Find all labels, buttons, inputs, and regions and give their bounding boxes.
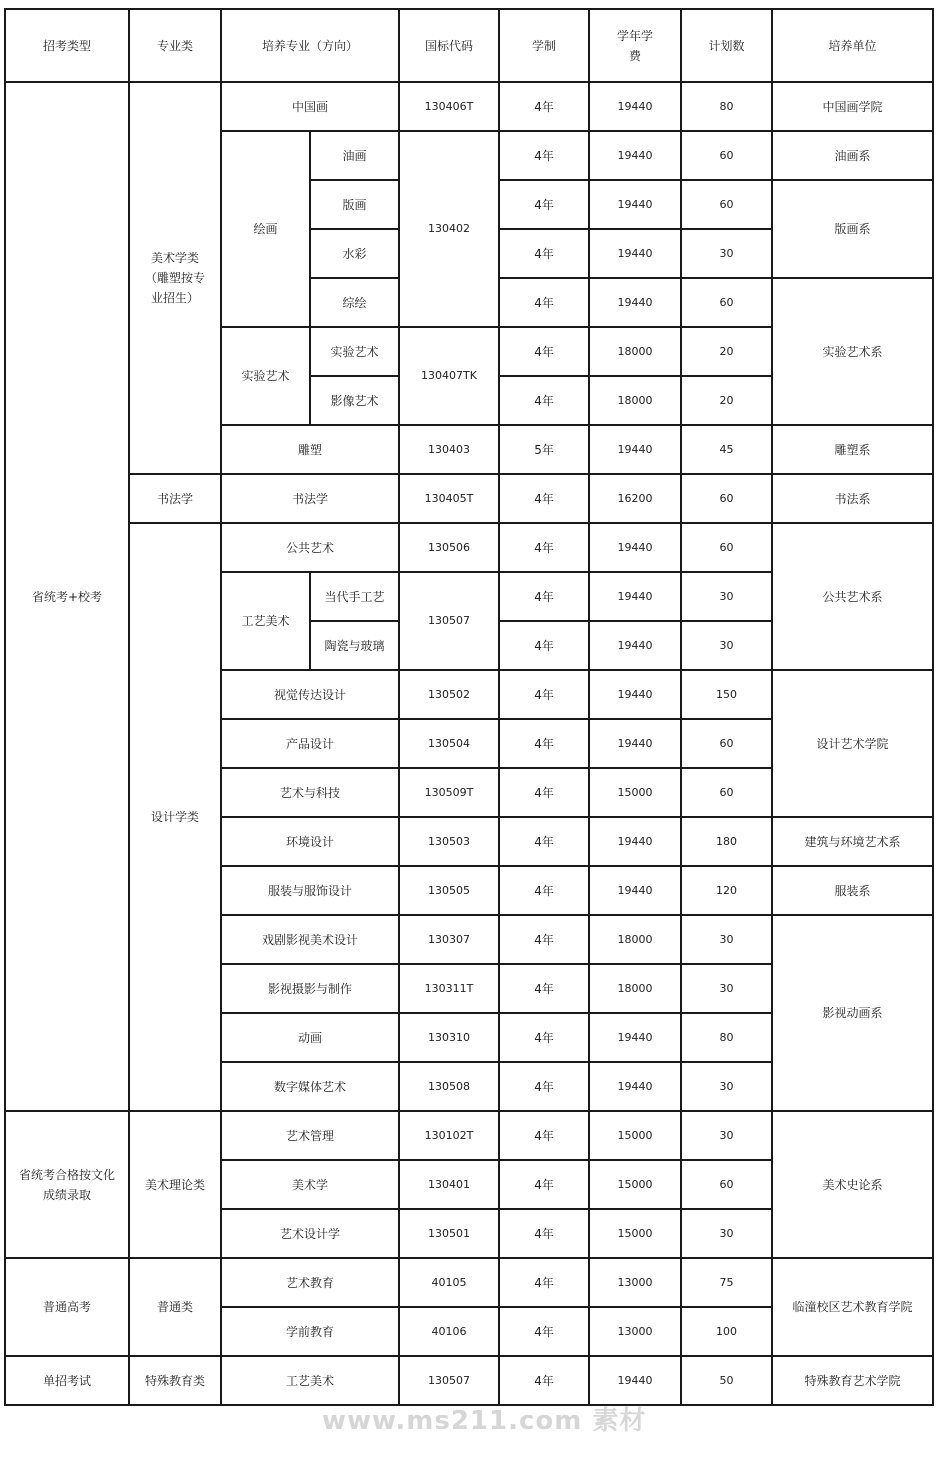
duration-cell: 4年	[499, 1062, 589, 1111]
code-cell: 130402	[399, 131, 499, 327]
code-cell: 130507	[399, 1356, 499, 1405]
duration-cell: 5年	[499, 425, 589, 474]
duration-cell: 4年	[499, 1013, 589, 1062]
header-major: 培养专业（方向）	[221, 9, 399, 82]
header-unit: 培养单位	[772, 9, 933, 82]
category-cell: 美术理论类	[129, 1111, 221, 1258]
code-cell: 130311T	[399, 964, 499, 1013]
table-row	[5, 1356, 933, 1405]
code-cell: 130407TK	[399, 327, 499, 425]
major-cell: 实验艺术	[310, 327, 399, 376]
plan-cell: 60	[681, 278, 772, 327]
duration-cell: 4年	[499, 180, 589, 229]
duration-cell: 4年	[499, 719, 589, 768]
major-cell: 艺术管理	[221, 1111, 399, 1160]
unit-cell: 临潼校区艺术教育学院	[772, 1258, 933, 1356]
table-row	[5, 474, 933, 523]
fee-cell: 19440	[589, 82, 681, 131]
fee-cell: 18000	[589, 915, 681, 964]
duration-cell: 4年	[499, 229, 589, 278]
unit-cell: 书法系	[772, 474, 933, 523]
duration-cell: 4年	[499, 866, 589, 915]
plan-cell: 30	[681, 1062, 772, 1111]
fee-cell: 18000	[589, 964, 681, 1013]
fee-cell: 19440	[589, 1062, 681, 1111]
plan-cell: 60	[681, 719, 772, 768]
code-cell: 40105	[399, 1258, 499, 1307]
plan-cell: 45	[681, 425, 772, 474]
duration-cell: 4年	[499, 1258, 589, 1307]
major-cell: 综绘	[310, 278, 399, 327]
major-cell: 美术学	[221, 1160, 399, 1209]
plan-cell: 60	[681, 768, 772, 817]
category-cell: 普通类	[129, 1258, 221, 1356]
duration-cell: 4年	[499, 964, 589, 1013]
fee-cell: 18000	[589, 327, 681, 376]
fee-cell: 15000	[589, 1160, 681, 1209]
major-cell: 陶瓷与玻璃	[310, 621, 399, 670]
unit-cell: 实验艺术系	[772, 278, 933, 425]
duration-cell: 4年	[499, 82, 589, 131]
code-cell: 130501	[399, 1209, 499, 1258]
plan-cell: 30	[681, 621, 772, 670]
admission-type-cell: 省统考合格按文化成绩录取	[5, 1111, 129, 1258]
unit-cell: 版画系	[772, 180, 933, 278]
header-row	[5, 9, 933, 82]
duration-cell: 4年	[499, 1356, 589, 1405]
fee-cell: 19440	[589, 1356, 681, 1405]
code-cell: 130307	[399, 915, 499, 964]
table-row	[5, 523, 933, 572]
duration-cell: 4年	[499, 523, 589, 572]
major-cell: 环境设计	[221, 817, 399, 866]
plan-cell: 20	[681, 327, 772, 376]
plan-cell: 30	[681, 1111, 772, 1160]
major-cell: 影视摄影与制作	[221, 964, 399, 1013]
duration-cell: 4年	[499, 1160, 589, 1209]
plan-cell: 180	[681, 817, 772, 866]
major-cell: 书法学	[221, 474, 399, 523]
header-type: 招考类型	[5, 9, 129, 82]
major-cell: 水彩	[310, 229, 399, 278]
major-cell: 视觉传达设计	[221, 670, 399, 719]
code-cell: 130509T	[399, 768, 499, 817]
major-cell: 戏剧影视美术设计	[221, 915, 399, 964]
parent-major-cell: 工艺美术	[221, 572, 310, 670]
code-cell: 130503	[399, 817, 499, 866]
major-cell: 学前教育	[221, 1307, 399, 1356]
unit-cell: 设计艺术学院	[772, 670, 933, 817]
code-cell: 130401	[399, 1160, 499, 1209]
fee-cell: 15000	[589, 768, 681, 817]
plan-cell: 30	[681, 572, 772, 621]
major-cell: 版画	[310, 180, 399, 229]
duration-cell: 4年	[499, 572, 589, 621]
plan-cell: 30	[681, 229, 772, 278]
fee-cell: 19440	[589, 572, 681, 621]
major-cell: 服装与服饰设计	[221, 866, 399, 915]
fee-cell: 19440	[589, 670, 681, 719]
major-cell: 艺术教育	[221, 1258, 399, 1307]
duration-cell: 4年	[499, 621, 589, 670]
table-row	[5, 82, 933, 131]
duration-cell: 4年	[499, 915, 589, 964]
plan-cell: 60	[681, 180, 772, 229]
fee-cell: 19440	[589, 131, 681, 180]
major-cell: 公共艺术	[221, 523, 399, 572]
fee-cell: 18000	[589, 376, 681, 425]
fee-cell: 19440	[589, 425, 681, 474]
duration-cell: 4年	[499, 278, 589, 327]
duration-cell: 4年	[499, 376, 589, 425]
plan-cell: 150	[681, 670, 772, 719]
code-cell: 130506	[399, 523, 499, 572]
major-cell: 动画	[221, 1013, 399, 1062]
plan-cell: 100	[681, 1307, 772, 1356]
category-cell: 美术学类（雕塑按专业招生）	[129, 82, 221, 474]
code-cell: 130508	[399, 1062, 499, 1111]
plan-cell: 60	[681, 523, 772, 572]
header-code: 国标代码	[399, 9, 499, 82]
major-cell: 当代手工艺	[310, 572, 399, 621]
table-row	[5, 1111, 933, 1160]
unit-cell: 服装系	[772, 866, 933, 915]
header-category: 专业类	[129, 9, 221, 82]
duration-cell: 4年	[499, 131, 589, 180]
major-cell: 影像艺术	[310, 376, 399, 425]
code-cell: 130310	[399, 1013, 499, 1062]
major-cell: 产品设计	[221, 719, 399, 768]
admission-type-cell: 省统考+校考	[5, 82, 129, 1111]
code-cell: 130405T	[399, 474, 499, 523]
code-cell: 130406T	[399, 82, 499, 131]
fee-cell: 19440	[589, 1013, 681, 1062]
code-cell: 130507	[399, 572, 499, 670]
category-cell: 书法学	[129, 474, 221, 523]
fee-cell: 19440	[589, 621, 681, 670]
fee-cell: 19440	[589, 278, 681, 327]
major-cell: 工艺美术	[221, 1356, 399, 1405]
major-cell: 数字媒体艺术	[221, 1062, 399, 1111]
category-cell: 设计学类	[129, 523, 221, 1111]
duration-cell: 4年	[499, 670, 589, 719]
duration-cell: 4年	[499, 1307, 589, 1356]
plan-cell: 80	[681, 82, 772, 131]
fee-cell: 19440	[589, 523, 681, 572]
fee-cell: 16200	[589, 474, 681, 523]
fee-cell: 15000	[589, 1209, 681, 1258]
fee-cell: 19440	[589, 817, 681, 866]
code-cell: 130504	[399, 719, 499, 768]
fee-cell: 15000	[589, 1111, 681, 1160]
major-cell: 雕塑	[221, 425, 399, 474]
fee-cell: 13000	[589, 1258, 681, 1307]
code-cell: 130502	[399, 670, 499, 719]
plan-cell: 60	[681, 1160, 772, 1209]
fee-cell: 13000	[589, 1307, 681, 1356]
code-cell: 130102T	[399, 1111, 499, 1160]
unit-cell: 油画系	[772, 131, 933, 180]
unit-cell: 美术史论系	[772, 1111, 933, 1258]
duration-cell: 4年	[499, 327, 589, 376]
plan-cell: 60	[681, 474, 772, 523]
unit-cell: 建筑与环境艺术系	[772, 817, 933, 866]
fee-cell: 19440	[589, 180, 681, 229]
unit-cell: 特殊教育艺术学院	[772, 1356, 933, 1405]
major-cell: 油画	[310, 131, 399, 180]
duration-cell: 4年	[499, 1209, 589, 1258]
duration-cell: 4年	[499, 768, 589, 817]
fee-cell: 19440	[589, 719, 681, 768]
fee-cell: 19440	[589, 866, 681, 915]
plan-cell: 120	[681, 866, 772, 915]
major-cell: 艺术与科技	[221, 768, 399, 817]
duration-cell: 4年	[499, 1111, 589, 1160]
enrollment-table	[4, 8, 934, 1406]
header-duration: 学制	[499, 9, 589, 82]
header-fee: 学年学费	[589, 9, 681, 82]
major-cell: 艺术设计学	[221, 1209, 399, 1258]
duration-cell: 4年	[499, 817, 589, 866]
unit-cell: 公共艺术系	[772, 523, 933, 670]
parent-major-cell: 绘画	[221, 131, 310, 327]
unit-cell: 雕塑系	[772, 425, 933, 474]
unit-cell: 中国画学院	[772, 82, 933, 131]
table-row	[5, 1258, 933, 1307]
code-cell: 130403	[399, 425, 499, 474]
duration-cell: 4年	[499, 474, 589, 523]
major-cell: 中国画	[221, 82, 399, 131]
plan-cell: 80	[681, 1013, 772, 1062]
plan-cell: 60	[681, 131, 772, 180]
code-cell: 130505	[399, 866, 499, 915]
category-cell: 特殊教育类	[129, 1356, 221, 1405]
watermark: www.ms211.com 素材	[322, 1406, 647, 1436]
header-plan: 计划数	[681, 9, 772, 82]
plan-cell: 75	[681, 1258, 772, 1307]
plan-cell: 30	[681, 915, 772, 964]
parent-major-cell: 实验艺术	[221, 327, 310, 425]
plan-cell: 50	[681, 1356, 772, 1405]
code-cell: 40106	[399, 1307, 499, 1356]
admission-type-cell: 普通高考	[5, 1258, 129, 1356]
plan-cell: 30	[681, 1209, 772, 1258]
unit-cell: 影视动画系	[772, 915, 933, 1111]
plan-cell: 30	[681, 964, 772, 1013]
fee-cell: 19440	[589, 229, 681, 278]
admission-type-cell: 单招考试	[5, 1356, 129, 1405]
plan-cell: 20	[681, 376, 772, 425]
